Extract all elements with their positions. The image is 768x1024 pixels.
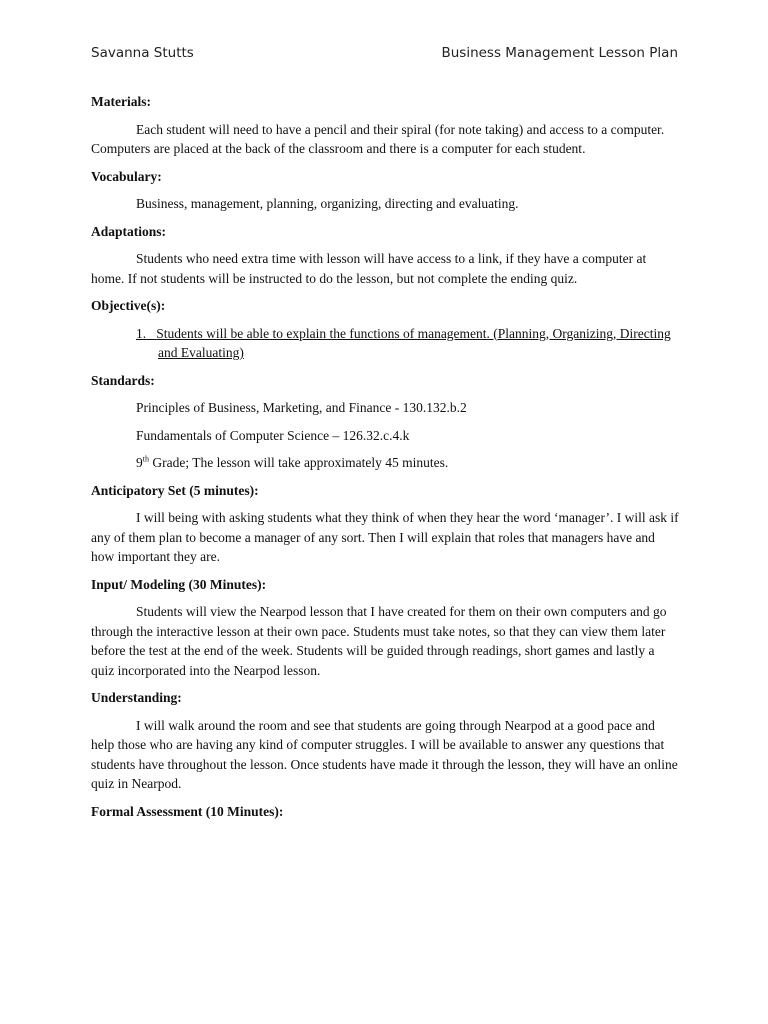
understanding-heading: Understanding: <box>91 690 182 705</box>
objectives-section <box>91 296 681 363</box>
materials-heading: Materials: <box>91 94 151 109</box>
objective-item <box>91 324 681 363</box>
materials-section <box>91 92 681 159</box>
objective-number: 1. <box>136 325 147 341</box>
vocabulary-text: Business, management, planning, organizing, directing and evaluating. <box>136 196 519 211</box>
formal-assessment-heading: Formal Assessment (10 Minutes): <box>91 803 284 819</box>
input-modeling-heading: Input/ Modeling (30 Minutes): <box>91 576 267 592</box>
document-title: Business Management Lesson Plan <box>441 45 678 61</box>
input-modeling-text: Students will view the Nearpod lesson that I have created for them on their own computers and go through the interactive lesson at their own pace. Students must take notes, so that they can view them later before the test at the end of the week. Students will be guided through readings, short games and lastly a quiz incorporated into the Nearpod lesson. <box>91 604 667 678</box>
grade-line <box>91 453 681 473</box>
grade-suffix: th <box>142 454 149 464</box>
adaptations-section <box>91 222 681 289</box>
understanding-text: I will walk around the room and see that students are going through Nearpod at a good pace and help those who are having any kind of computer struggles. I will be available to answer any questions that students have throughout the lesson. Once students have made it through the lesson, they will have an online quiz in Nearpod. <box>91 717 678 791</box>
materials-text: Each student will need to have a pencil and their spiral (for note taking) and access to a computer. Computers are placed at the back of the classroom and there is a computer for each student. <box>91 121 665 156</box>
anticipatory-set-section <box>91 481 681 567</box>
adaptations-heading: Adaptations: <box>91 223 167 239</box>
vocabulary-section <box>91 167 681 214</box>
standard-line: Fundamentals of Computer Science – 126.32.c.4.k <box>136 427 410 443</box>
objective-text: Students will be able to explain the functions of management. (Planning, Organizing, Directing and Evaluating) <box>156 325 671 360</box>
document-body <box>91 92 681 829</box>
page-header <box>91 45 678 65</box>
understanding-section <box>91 688 681 794</box>
standards-heading: Standards: <box>91 372 155 388</box>
anticipatory-set-text: I will being with asking students what they think of when they hear the word ‘manager’. I will ask if any of them plan to become a manager of any sort. Then I will explain that roles that managers have and how important they are. <box>91 510 679 564</box>
standard-line: Principles of Business, Marketing, and Finance - 130.132.b.2 <box>136 400 467 415</box>
anticipatory-set-heading: Anticipatory Set (5 minutes): <box>91 482 259 498</box>
vocabulary-heading: Vocabulary: <box>91 168 162 184</box>
input-modeling-section <box>91 575 681 681</box>
adaptations-text: Students who need extra time with lesson will have access to a link, if they have a computer at home. If not students will be instructed to do the lesson, but not complete the ending quiz. <box>91 251 647 286</box>
standards-section <box>91 371 681 473</box>
grade-number: 9 <box>136 455 143 470</box>
author-name: Savanna Stutts <box>91 45 194 61</box>
objectives-heading: Objective(s): <box>91 298 166 313</box>
grade-text: Grade; The lesson will take approximately 45 minutes. <box>148 455 449 470</box>
formal-assessment-section <box>91 802 681 822</box>
